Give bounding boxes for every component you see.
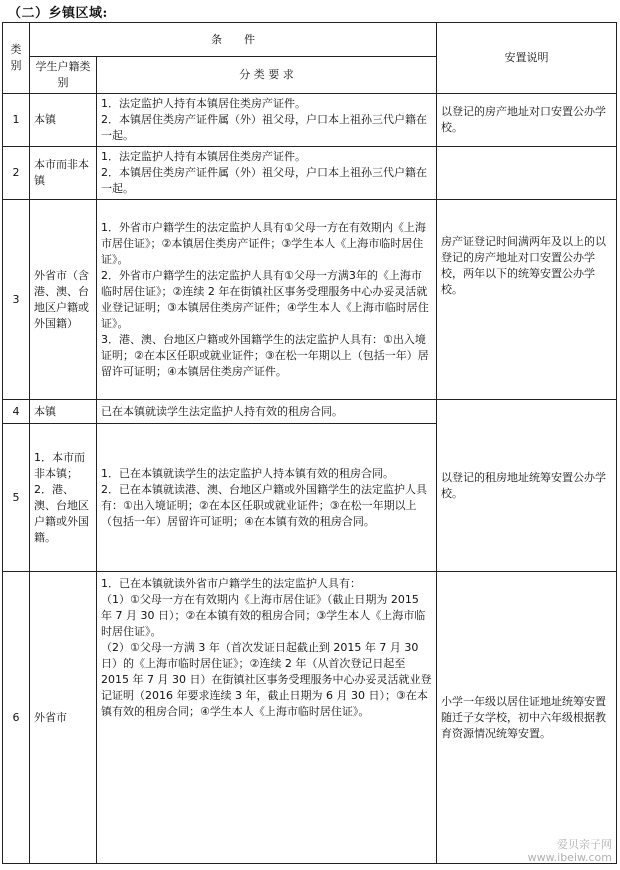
row-number: 4 xyxy=(3,400,30,424)
requirement-item: 1．法定监护人持有本镇居住类房产证件。 xyxy=(101,97,306,110)
placement-note: 房产证登记时间满两年及以上的以登记的房产地址对口安置公办学校，两年以下的统筹安置公办学校。 xyxy=(437,200,617,400)
placement-note-empty xyxy=(437,147,617,200)
placement-note: 以登记的房产地址对口安置公办学校。 xyxy=(437,94,617,147)
row-origin: 本镇 xyxy=(30,400,97,424)
row-requirements xyxy=(97,400,437,424)
row-origin: 1．本市而非本镇； 2．港、澳、台地区户籍或外国籍。 xyxy=(30,424,97,572)
table-row xyxy=(3,147,617,200)
header-student-hukou: 学生户籍类别 xyxy=(30,57,97,94)
requirement-item: 1．法定监护人持有本镇居住类房产证件。 xyxy=(101,150,306,163)
requirement-item: 1．已在本镇就读学生的法定监护人持本镇有效的租房合同。 xyxy=(101,466,394,480)
table-row xyxy=(3,572,617,864)
row-number: 3 xyxy=(3,200,30,400)
row-requirements xyxy=(97,424,437,572)
row-number: 5 xyxy=(3,424,30,572)
row-origin: 本市而非本镇 xyxy=(30,147,97,200)
table-row xyxy=(3,94,617,147)
requirement-item: 已在本镇就读学生法定监护人持有效的租房合同。 xyxy=(101,404,343,418)
placement-note: 以登记的租房地址统筹安置公办学校。 xyxy=(437,400,617,572)
header-classification: 分 类 要 求 xyxy=(97,57,437,94)
requirement-item: 3．港、澳、台地区户籍或外国籍学生的法定监护人具有：①出入境证明；②在本区任职或就业证件；③在松一年期以上（包括一年）居留许可证明；④本镇居住类房产证件。 xyxy=(101,332,429,378)
section-title: （二）乡镇区域: xyxy=(8,6,108,21)
table-row xyxy=(3,400,617,424)
watermark-line: 爱贝亲子网 xyxy=(557,838,612,851)
header-placement: 安置说明 xyxy=(437,23,617,94)
placement-note: 小学一年级以居住证地址统筹安置随迁子女学校，初中六年级根据教育资源情况统筹安置。 xyxy=(437,572,617,864)
table-row xyxy=(3,200,617,400)
watermark xyxy=(528,838,612,864)
requirement-item: 2．已在本镇就读港、澳、台地区户籍或外国籍学生的法定监护人具有：①出入境证明；②在本区任职或就业证件；③在松一年期以上（包括一年）居留许可证明；④在本镇有效的租房合同。 xyxy=(101,482,427,528)
header-category: 类别 xyxy=(3,23,30,94)
requirement-item: （1）①父母一方在有效期内《上海市居住证》（截止日期为 2015 年 7 月 30 日）；②在本镇有效的租房合同；③学生本人《上海市临时居住证》。 xyxy=(101,593,426,638)
requirement-item: 2．外省市户籍学生的法定监护人具有①父母一方满3年的《上海市临时居住证》；②连续 2 年在街镇社区事务受理服务中心办妥灵活就业登记证明；③本镇居住类房产证件；④学生本人《上海市临时居住证》。 xyxy=(101,268,429,330)
watermark-line: www.ibeiw.com xyxy=(527,851,612,864)
header-conditions: 条 件 xyxy=(30,23,437,57)
requirement-item: （2）①父母一方满 3 年（首次发证日起截止到 2015 年 7 月 30 日）的《上海市临时居住证》；②连续 2 年（从首次登记日起至 2015 年 7 月 30 日）在街镇社区事务受理服务中心办妥灵活就业登记证明（2016 年要求连续 3 年，截止日期为 6 月 30 日）；③在本镇有效的租房合同；④学生本人《上海市临时居住证》。 xyxy=(101,641,432,718)
row-origin: 外省市 xyxy=(30,572,97,864)
row-requirements xyxy=(97,200,437,400)
requirement-item: 2．本镇居住类房产证件属（外）祖父母，户口本上祖孙三代户籍在一起。 xyxy=(101,113,427,142)
placement-table xyxy=(2,22,617,864)
row-number: 2 xyxy=(3,147,30,200)
row-requirements xyxy=(97,572,437,864)
row-number: 6 xyxy=(3,572,30,864)
requirement-item: 2．本镇居住类房产证件属（外）祖父母，户口本上祖孙三代户籍在一起。 xyxy=(101,166,427,195)
requirement-item: 1．外省市户籍学生的法定监护人具有①父母一方在有效期内《上海市居住证》；②本镇居住类房产证件；③学生本人《上海市临时居住证》。 xyxy=(101,220,426,266)
row-number: 1 xyxy=(3,94,30,147)
requirement-item: 1．已在本镇就读外省市户籍学生的法定监护人具有： xyxy=(101,577,361,590)
row-requirements xyxy=(97,147,437,200)
row-origin: 外省市（含港、澳、台地区户籍或外国籍） xyxy=(30,200,97,400)
row-origin: 本镇 xyxy=(30,94,97,147)
row-requirements xyxy=(97,94,437,147)
